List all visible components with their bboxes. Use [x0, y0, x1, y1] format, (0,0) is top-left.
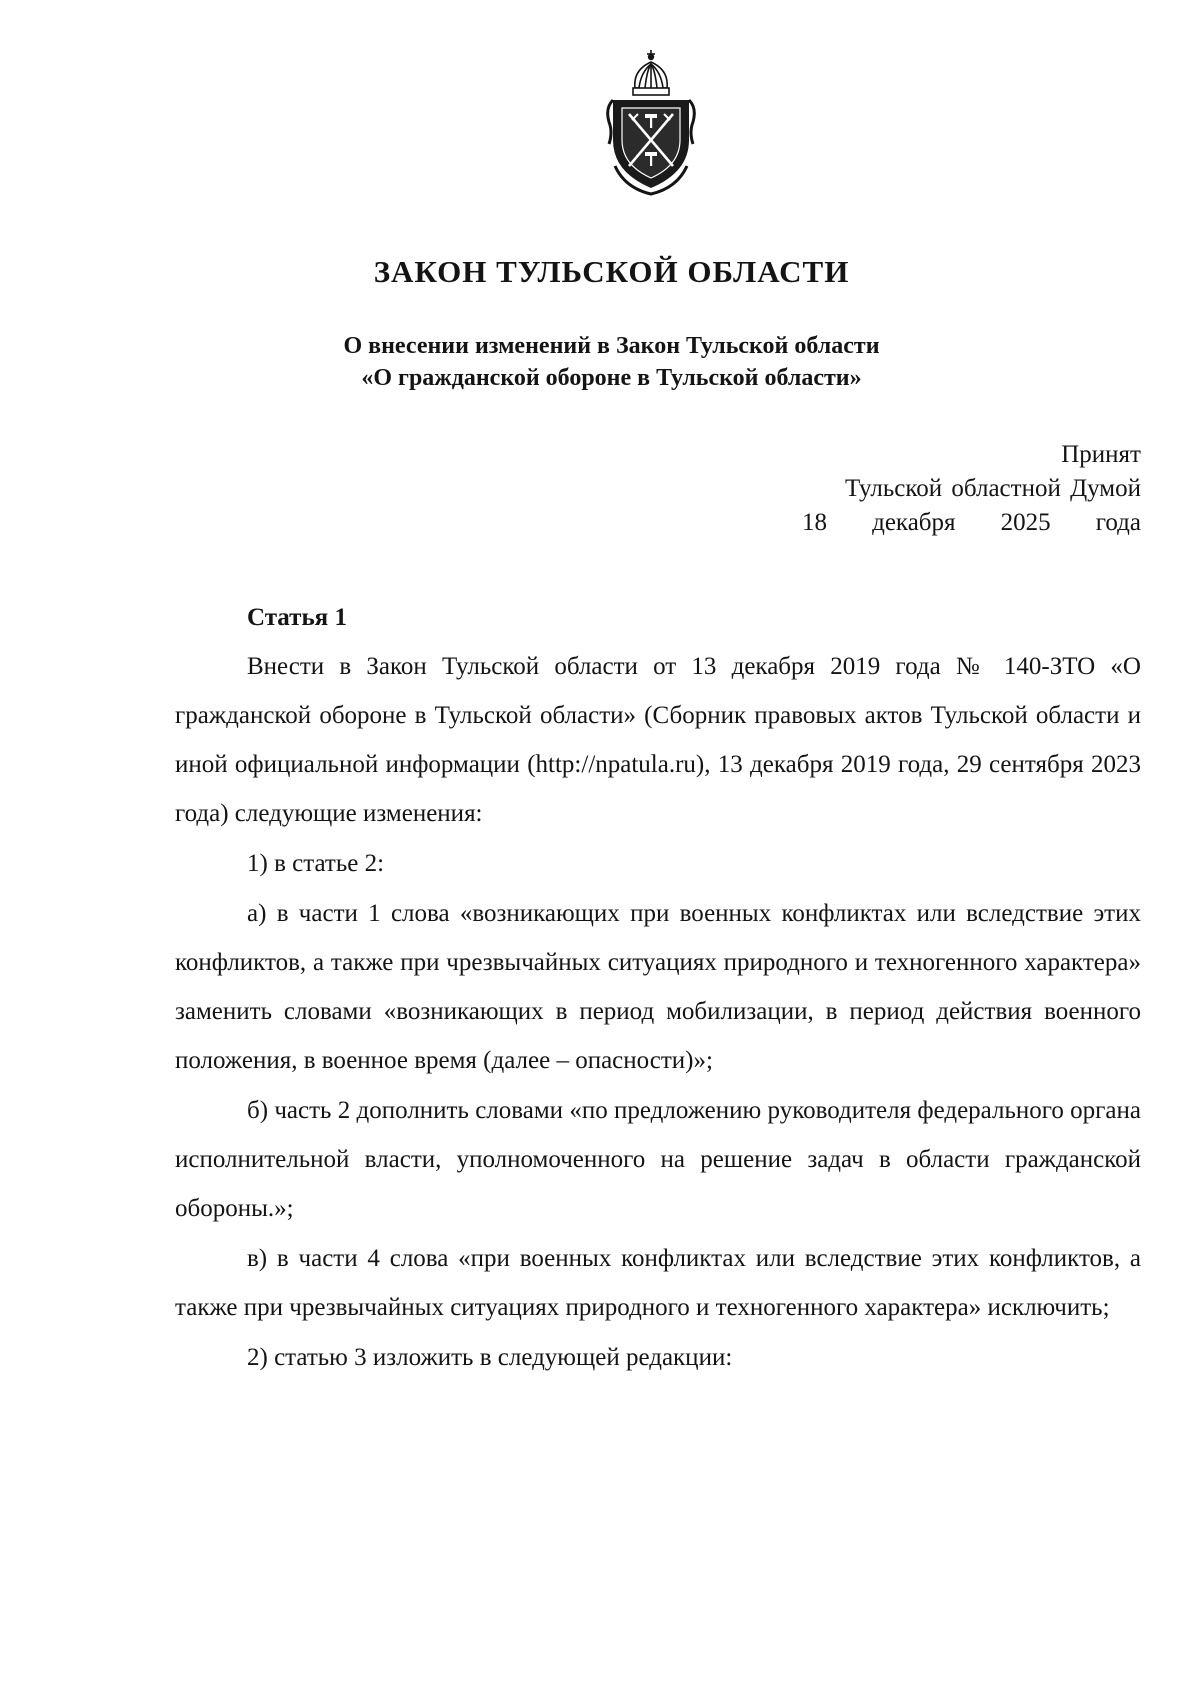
- adopted-by: Тульской областной Думой: [844, 475, 1141, 502]
- paragraph: Внести в Закон Тульской области от 13 декабря 2019 года № 140-ЗТО «О гражданской обороне в Тульской области» (Сборник правовых актов Тульской области и иной официальной информации (http://npatula.ru), 13 декабря 2019 года, 29 сентября 2023 года) следующие изменения:: [175, 653, 1141, 827]
- subtitle-line-1: О внесении изменений в Закон Тульской области: [343, 333, 880, 359]
- tula-coat-of-arms-emblem: [605, 48, 697, 198]
- adoption-year: 2025: [1000, 509, 1051, 536]
- adopted-label: Принят: [1061, 441, 1141, 468]
- law-title: ЗАКОН ТУЛЬСКОЙ ОБЛАСТИ: [373, 254, 850, 289]
- article-1-heading: Статья 1: [247, 604, 347, 631]
- adoption-year-word: года: [1095, 509, 1141, 536]
- adoption-date: [802, 506, 1141, 540]
- paragraph: б) часть 2 дополнить словами «по предложению руководителя федерального органа исполнительной власти, уполномоченного на решение задач в области гражданской обороны.»;: [175, 1097, 1141, 1222]
- adoption-day: 18: [802, 509, 827, 536]
- paragraph: в) в части 4 слова «при военных конфликтах или вследствие этих конфликтов, а также при чрезвычайных ситуациях природного и техногенного характера» исключить;: [175, 1245, 1141, 1321]
- paragraph: а) в части 1 слова «возникающих при военных конфликтах или вследствие этих конфликтов, а также при чрезвычайных ситуациях природного и техногенного характера» заменить словами «возникающих в период мобилизации, в период действия военного положения, в военное время (далее – опасности)»;: [175, 900, 1141, 1074]
- law-subtitle: [0, 330, 1200, 394]
- article-1-body: [175, 642, 1141, 1383]
- paragraph: 2) статью 3 изложить в следующей редакции:: [247, 1344, 733, 1371]
- adoption-block: [802, 438, 1141, 540]
- adoption-month: декабря: [872, 509, 956, 536]
- subtitle-line-2: «О гражданской обороне в Тульской области»: [361, 365, 862, 391]
- paragraph: 1) в статье 2:: [247, 850, 385, 877]
